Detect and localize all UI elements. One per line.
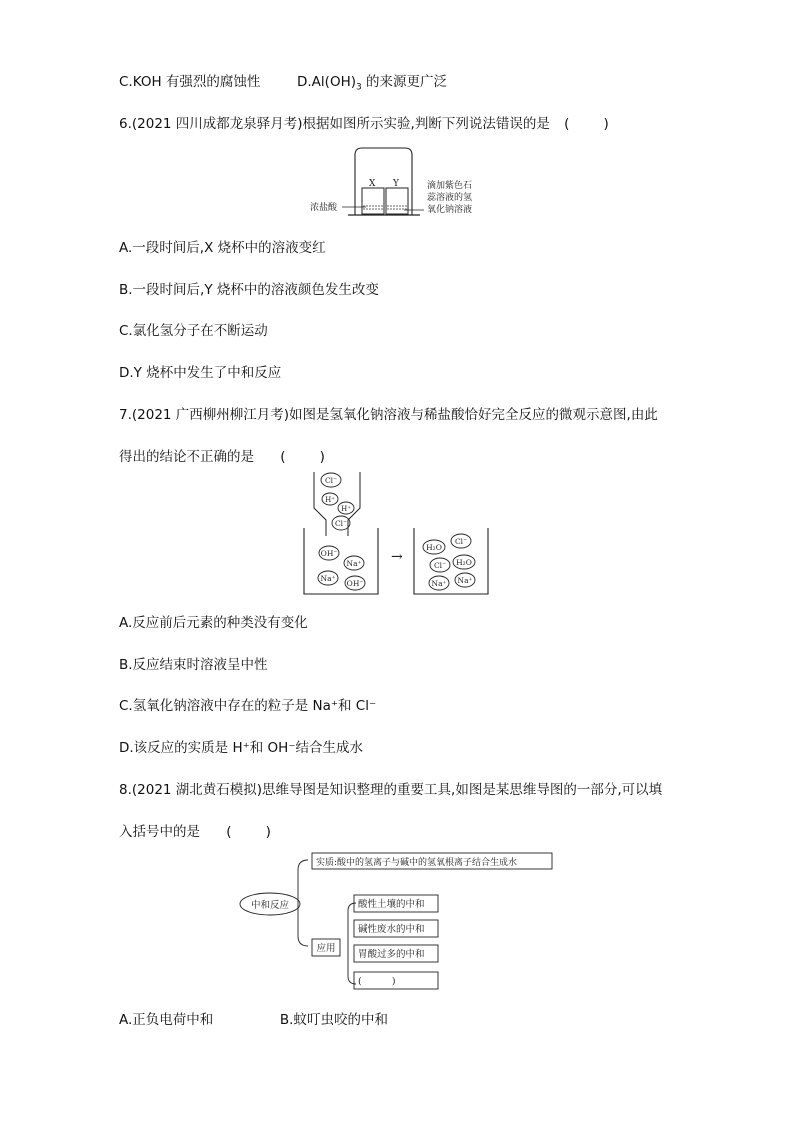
label-conc-hcl: 浓盐酸 bbox=[310, 203, 338, 213]
q5-option-c: C.KOH 有强烈的腐蚀性 bbox=[119, 74, 261, 90]
right-ion-3: Cl⁻ bbox=[433, 561, 447, 570]
q7-stem-line2: 得出的结论不正确的是 ( ) bbox=[119, 449, 325, 465]
right-ion-2: Cl⁻ bbox=[454, 537, 468, 546]
label-right-2: 蕊溶液的氢 bbox=[427, 193, 473, 203]
q6-option-d: D.Y 烧杯中发生了中和反应 bbox=[119, 365, 282, 381]
q6-figure bbox=[300, 140, 500, 226]
dropper-ion-2: H⁺ bbox=[325, 496, 335, 504]
q7-option-c: C.氢氧化钠溶液中存在的粒子是 Na⁺和 Cl⁻ bbox=[119, 698, 377, 714]
mindmap-app-2: 碱性废水的中和 bbox=[358, 924, 425, 935]
q5-options-row bbox=[119, 70, 447, 93]
q8-mindmap bbox=[236, 848, 561, 997]
right-ion-6: Na⁺ bbox=[457, 576, 473, 585]
q8-option-b: B.蚊叮虫咬的中和 bbox=[279, 1012, 388, 1028]
reaction-arrow: → bbox=[391, 549, 403, 565]
mindmap-blank: ( ) bbox=[358, 976, 396, 987]
q8-stem-line1: 8.(2021 湖北黄石模拟)思维导图是知识整理的重要工具,如图是某思维导图的一部分,可以填 bbox=[119, 782, 663, 798]
label-x: X bbox=[369, 179, 376, 189]
q6-option-b: B.一段时间后,Y 烧杯中的溶液颜色发生改变 bbox=[119, 282, 379, 298]
q7-stem-line1: 7.(2021 广西柳州柳江月考)如图是氢氧化钠溶液与稀盐酸恰好完全反应的微观示意图,由此 bbox=[119, 407, 658, 423]
right-ion-1: H₂O bbox=[426, 543, 442, 552]
q7-option-b: B.反应结束时溶液呈中性 bbox=[119, 657, 268, 673]
dropper-ion-4: Cl⁻ bbox=[334, 519, 348, 528]
left-ion-3: Na⁺ bbox=[320, 574, 336, 583]
label-right-3: 氧化钠溶液 bbox=[427, 205, 473, 215]
mindmap-essence: 实质:酸中的氢离子与碱中的氢氧根离子结合生成水 bbox=[316, 858, 518, 868]
q7-figure bbox=[292, 470, 497, 602]
q7-option-d: D.该反应的实质是 H⁺和 OH⁻结合生成水 bbox=[119, 740, 363, 756]
dropper-ion-1: Cl⁻ bbox=[324, 476, 338, 485]
dropper-ion-3: H⁺ bbox=[341, 505, 351, 513]
q8-options-row bbox=[119, 1008, 388, 1028]
mindmap-root: 中和反应 bbox=[250, 900, 290, 911]
mindmap-app-1: 酸性土壤的中和 bbox=[358, 899, 425, 910]
q7-particle-drawing bbox=[292, 470, 497, 598]
mindmap-app-3: 胃酸过多的中和 bbox=[358, 949, 425, 960]
label-y: Y bbox=[393, 179, 399, 189]
q6-option-c: C.氯化氢分子在不断运动 bbox=[119, 323, 268, 339]
q6-stem: 6.(2021 四川成都龙泉驿月考)根据如图所示实验,判断下列说法错误的是 ( ) bbox=[119, 116, 609, 132]
left-ion-4: OH⁻ bbox=[346, 579, 364, 588]
q8-option-a: A.正负电荷中和 bbox=[119, 1012, 214, 1028]
q6-option-a: A.一段时间后,X 烧杯中的溶液变红 bbox=[119, 240, 326, 256]
q7-option-a: A.反应前后元素的种类没有变化 bbox=[119, 615, 308, 631]
q8-stem-line2: 入括号中的是 ( ) bbox=[119, 824, 271, 840]
left-ion-2: Na⁺ bbox=[346, 559, 362, 568]
q6-apparatus-drawing bbox=[300, 140, 500, 222]
left-ion-1: OH⁻ bbox=[320, 549, 338, 558]
q8-mindmap-drawing bbox=[236, 848, 561, 993]
right-ion-4: H₂O bbox=[456, 558, 472, 567]
label-right-1: 滴加紫色石 bbox=[427, 181, 473, 191]
q5-option-d: $D.Al(OH)_3$ 的来源更广泛 bbox=[297, 74, 448, 93]
right-ion-5: Na⁺ bbox=[431, 579, 447, 588]
mindmap-application: 应用 bbox=[316, 943, 336, 954]
